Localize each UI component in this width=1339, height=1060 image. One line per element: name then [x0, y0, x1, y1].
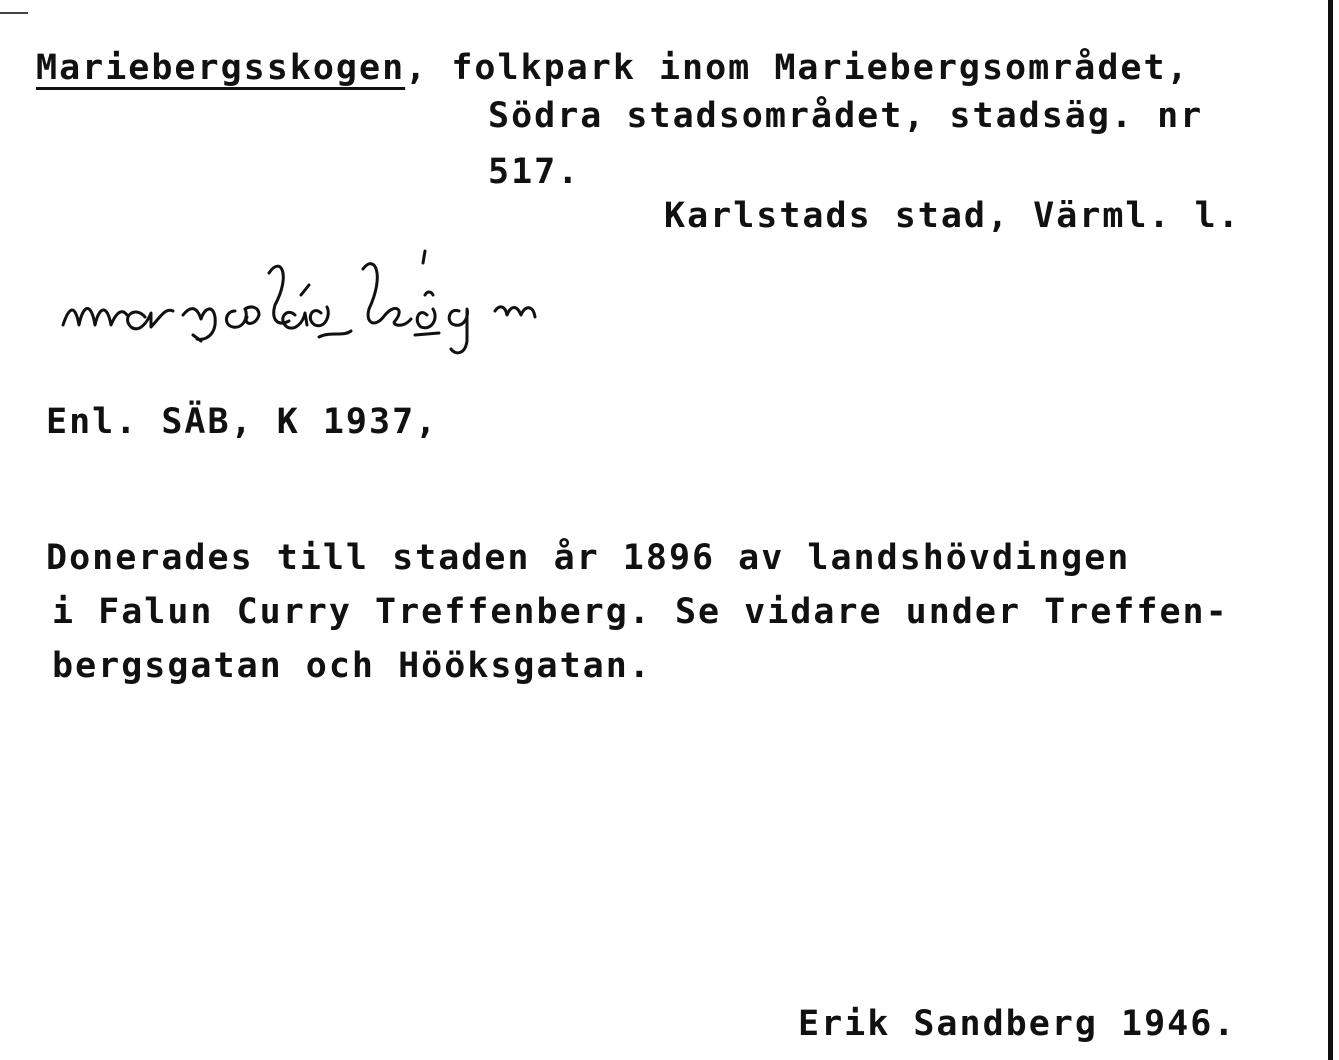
location: Karlstads stad, Värml. l.: [664, 196, 1241, 236]
handwriting-drawing: [55, 245, 735, 355]
headword-separator: ,: [405, 48, 452, 88]
note-line-1: Donerades till staden år 1896 av landshövdingen: [46, 538, 1131, 578]
definition-line-1: folkpark inom Mariebergsområdet,: [451, 48, 1190, 88]
handwritten-pronunciation: [55, 245, 735, 355]
heading-line: [36, 46, 1190, 90]
definition-line-3: 517.: [488, 152, 581, 192]
card-edge: [1328, 0, 1333, 1060]
source-reference: Enl. SÄB, K 1937,: [46, 402, 439, 442]
note-line-2: i Falun Curry Treffenberg. Se vidare under Treffen-: [52, 592, 1229, 632]
signature: Erik Sandberg 1946.: [798, 1004, 1237, 1044]
headword: Mariebergsskogen: [36, 48, 406, 88]
definition-line-2: Södra stadsområdet, stadsäg. nr: [488, 96, 1204, 136]
note-line-3: bergsgatan och Hööksgatan.: [52, 646, 652, 686]
scan-mark: [0, 12, 28, 14]
